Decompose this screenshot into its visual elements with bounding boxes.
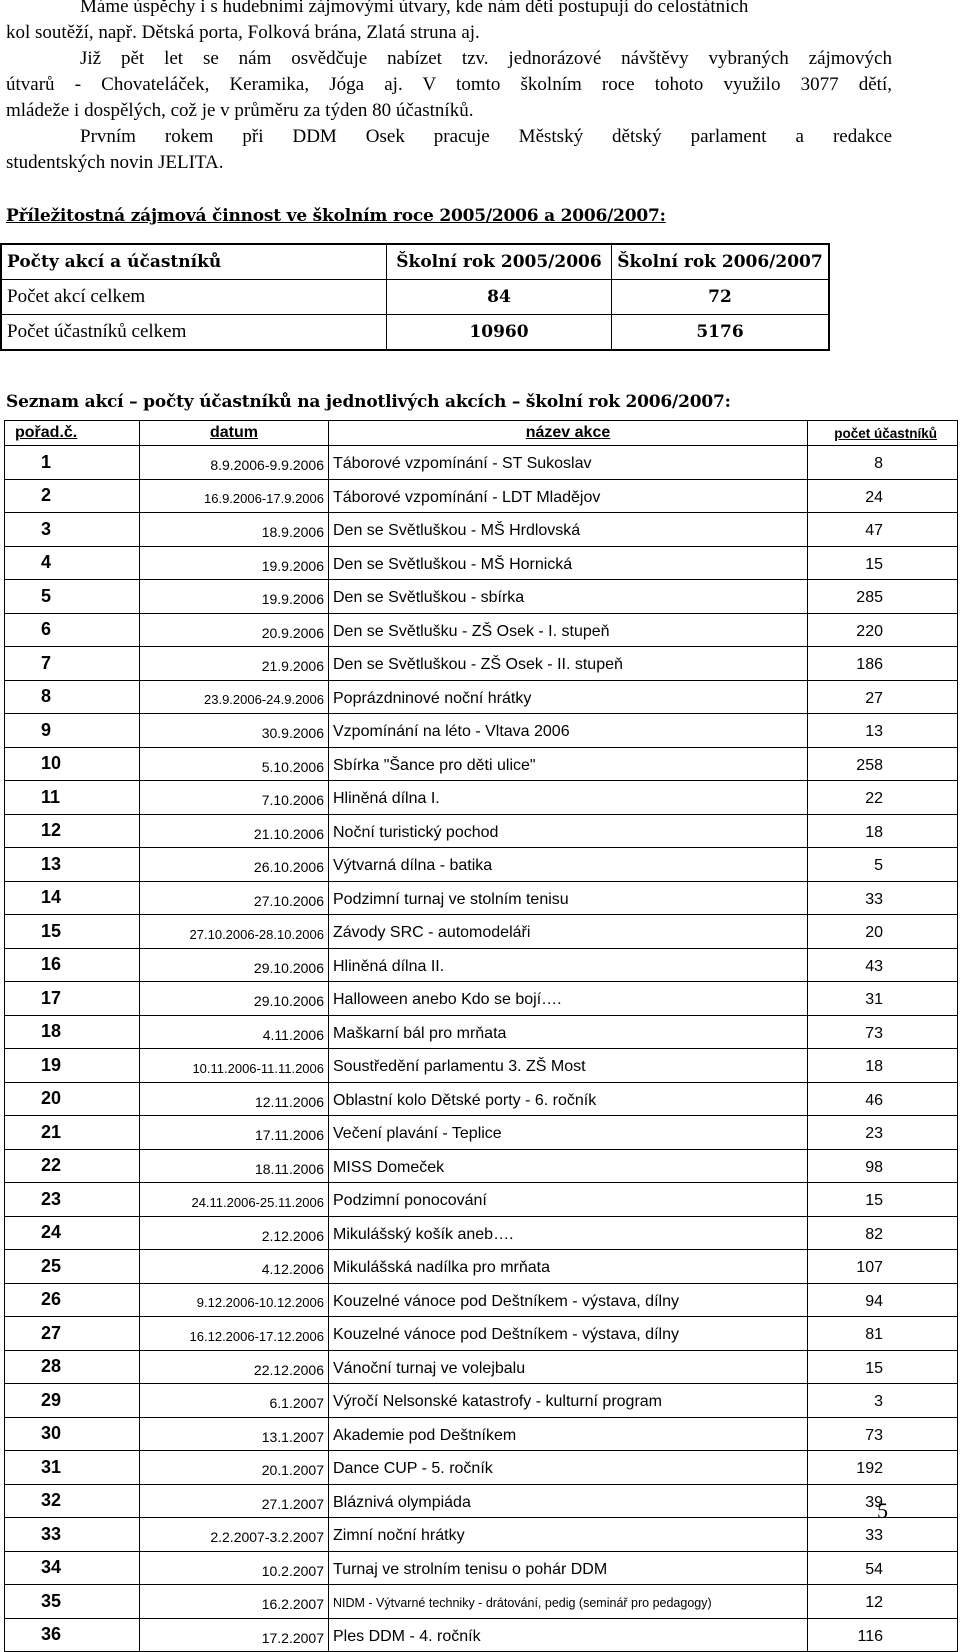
table-row: [5, 1283, 958, 1317]
event-name: Táborové vzpomínání - LDT Mladějov: [329, 479, 808, 513]
events-table: [4, 420, 958, 1652]
table-row: [5, 1116, 958, 1150]
table-row: [5, 446, 958, 480]
event-name: Den se Světluškou - MŠ Hrdlovská: [329, 513, 808, 547]
event-name: Vzpomínání na léto - Vltava 2006: [329, 714, 808, 748]
event-number: 10: [5, 747, 140, 781]
event-count: 15: [808, 546, 958, 580]
summary-header-row: [1, 244, 829, 280]
event-name: Zimní noční hrátky: [329, 1518, 808, 1552]
event-name: Mikulášská nadílka pro mrňata: [329, 1250, 808, 1284]
event-count: 33: [808, 881, 958, 915]
occasional-activity-heading: Příležitostná zájmová činnost ve školním roce 2005/2006 a 2006/2007:: [6, 206, 666, 226]
event-name: Sbírka "Šance pro děti ulice": [329, 747, 808, 781]
table-row: [5, 1317, 958, 1351]
event-number: 15: [5, 915, 140, 949]
table-row: [5, 814, 958, 848]
events-header-row: [5, 421, 958, 446]
event-date: 29.10.2006: [140, 982, 329, 1016]
event-number: 18: [5, 1015, 140, 1049]
event-count: 20: [808, 915, 958, 949]
event-count: 22: [808, 781, 958, 815]
event-number: 3: [5, 513, 140, 547]
event-date: 13.1.2007: [140, 1417, 329, 1451]
event-count: 94: [808, 1283, 958, 1317]
event-name: Soustředění parlamentu 3. ZŠ Most: [329, 1049, 808, 1083]
event-count: 18: [808, 1049, 958, 1083]
table-row: [5, 1250, 958, 1284]
event-date: 2.2.2007-3.2.2007: [140, 1518, 329, 1552]
event-number: 6: [5, 613, 140, 647]
page-number: 5: [877, 1498, 888, 1523]
table-row: [5, 613, 958, 647]
table-row: [5, 513, 958, 547]
event-number: 16: [5, 948, 140, 982]
event-name: Výročí Nelsonské katastrofy - kulturní program: [329, 1384, 808, 1418]
event-name: Maškarní bál pro mrňata: [329, 1015, 808, 1049]
event-count: 220: [808, 613, 958, 647]
events-header-date: datum: [140, 421, 329, 446]
table-row: [5, 1350, 958, 1384]
summary-row-year1: 84: [387, 280, 612, 315]
event-date: 29.10.2006: [140, 948, 329, 982]
event-count: 12: [808, 1585, 958, 1619]
events-header-no: pořad.č.: [5, 421, 140, 446]
event-date: 19.9.2006: [140, 546, 329, 580]
event-name: Kouzelné vánoce pod Deštníkem - výstava, dílny: [329, 1283, 808, 1317]
event-name: Táborové vzpomínání - ST Sukoslav: [329, 446, 808, 480]
table-row: [5, 1183, 958, 1217]
event-date: 8.9.2006-9.9.2006: [140, 446, 329, 480]
table-row: [5, 1618, 958, 1652]
event-number: 2: [5, 479, 140, 513]
event-count: 116: [808, 1618, 958, 1652]
event-date: 9.12.2006-10.12.2006: [140, 1283, 329, 1317]
intro-line: útvarů - Chovateláček, Keramika, Jóga aj. V tomto školním roce tohoto využilo 3077 dětí,: [6, 74, 892, 95]
event-date: 17.11.2006: [140, 1116, 329, 1150]
event-count: 54: [808, 1551, 958, 1585]
event-number: 34: [5, 1551, 140, 1585]
event-name: Den se Světluškou - MŠ Hornická: [329, 546, 808, 580]
event-count: 31: [808, 982, 958, 1016]
event-count: 24: [808, 479, 958, 513]
event-count: 82: [808, 1216, 958, 1250]
event-date: 20.1.2007: [140, 1451, 329, 1485]
event-number: 24: [5, 1216, 140, 1250]
event-count: 13: [808, 714, 958, 748]
event-date: 30.9.2006: [140, 714, 329, 748]
table-row: [5, 1384, 958, 1418]
event-date: 21.10.2006: [140, 814, 329, 848]
summary-row-label: Počet účastníků celkem: [1, 315, 387, 351]
table-row: [5, 1417, 958, 1451]
event-date: 16.12.2006-17.12.2006: [140, 1317, 329, 1351]
event-date: 4.11.2006: [140, 1015, 329, 1049]
event-number: 31: [5, 1451, 140, 1485]
event-date: 5.10.2006: [140, 747, 329, 781]
event-number: 30: [5, 1417, 140, 1451]
event-name: Podzimní ponocování: [329, 1183, 808, 1217]
event-date: 26.10.2006: [140, 848, 329, 882]
intro-paragraph: [6, 0, 892, 176]
event-count: 73: [808, 1015, 958, 1049]
event-number: 14: [5, 881, 140, 915]
event-count: 258: [808, 747, 958, 781]
event-number: 12: [5, 814, 140, 848]
event-number: 11: [5, 781, 140, 815]
intro-line: Prvním rokem při DDM Osek pracuje Městský dětský parlament a redakce: [80, 126, 892, 147]
event-list-heading: Seznam akcí – počty účastníků na jednotlivých akcích – školní rok 2006/2007:: [6, 392, 731, 412]
event-count: 3: [808, 1384, 958, 1418]
event-number: 25: [5, 1250, 140, 1284]
event-count: 192: [808, 1451, 958, 1485]
event-count: 46: [808, 1082, 958, 1116]
event-date: 4.12.2006: [140, 1250, 329, 1284]
event-number: 36: [5, 1618, 140, 1652]
event-number: 19: [5, 1049, 140, 1083]
event-count: 285: [808, 580, 958, 614]
table-row: [5, 714, 958, 748]
event-name: Ples DDM - 4. ročník: [329, 1618, 808, 1652]
table-row: [5, 1551, 958, 1585]
summary-row-label: Počet akcí celkem: [1, 280, 387, 315]
intro-line: Máme úspěchy i s hudebními zájmovými útvary, kde nám děti postupují do celostátních: [80, 0, 749, 17]
event-number: 7: [5, 647, 140, 681]
event-number: 33: [5, 1518, 140, 1552]
table-row: [5, 1082, 958, 1116]
event-date: 10.2.2007: [140, 1551, 329, 1585]
summary-row: [1, 280, 829, 315]
event-date: 16.9.2006-17.9.2006: [140, 479, 329, 513]
event-name: MISS Domeček: [329, 1149, 808, 1183]
table-row: [5, 1451, 958, 1485]
event-count: 43: [808, 948, 958, 982]
table-row: [5, 881, 958, 915]
event-count: 39: [808, 1484, 958, 1518]
event-number: 26: [5, 1283, 140, 1317]
event-name: Hliněná dílna II.: [329, 948, 808, 982]
event-date: 10.11.2006-11.11.2006: [140, 1049, 329, 1083]
event-count: 8: [808, 446, 958, 480]
event-number: 20: [5, 1082, 140, 1116]
table-row: [5, 915, 958, 949]
table-row: [5, 1518, 958, 1552]
event-count: 47: [808, 513, 958, 547]
event-date: 2.12.2006: [140, 1216, 329, 1250]
event-count: 18: [808, 814, 958, 848]
event-number: 29: [5, 1384, 140, 1418]
event-number: 1: [5, 446, 140, 480]
table-row: [5, 1015, 958, 1049]
intro-line: mládeže i dospělých, což je v průměru za týden 80 účastníků.: [6, 100, 474, 121]
summary-header-year2: Školní rok 2006/2007: [612, 244, 830, 280]
event-count: 5: [808, 848, 958, 882]
event-date: 17.2.2007: [140, 1618, 329, 1652]
event-number: 35: [5, 1585, 140, 1619]
event-name: Den se Světlušku - ZŠ Osek - I. stupeň: [329, 613, 808, 647]
event-name: Bláznivá olympiáda: [329, 1484, 808, 1518]
event-number: 4: [5, 546, 140, 580]
event-count: 186: [808, 647, 958, 681]
table-row: [5, 680, 958, 714]
event-name: Mikulášský košík aneb….: [329, 1216, 808, 1250]
event-date: 12.11.2006: [140, 1082, 329, 1116]
event-count: 107: [808, 1250, 958, 1284]
event-number: 22: [5, 1149, 140, 1183]
event-count: 15: [808, 1183, 958, 1217]
event-date: 27.10.2006-28.10.2006: [140, 915, 329, 949]
event-name: Poprázdninové noční hrátky: [329, 680, 808, 714]
event-name: Závody SRC - automodeláři: [329, 915, 808, 949]
table-row: [5, 848, 958, 882]
table-row: [5, 982, 958, 1016]
event-name: Výtvarná dílna - batika: [329, 848, 808, 882]
event-name: NIDM - Výtvarné techniky - drátování, pedig (seminář pro pedagogy): [329, 1585, 808, 1619]
event-number: 9: [5, 714, 140, 748]
event-name: Dance CUP - 5. ročník: [329, 1451, 808, 1485]
table-row: [5, 948, 958, 982]
event-date: 19.9.2006: [140, 580, 329, 614]
event-number: 8: [5, 680, 140, 714]
table-row: [5, 1585, 958, 1619]
event-date: 27.1.2007: [140, 1484, 329, 1518]
summary-row-year2: 5176: [612, 315, 830, 351]
summary-header-label: Počty akcí a účastníků: [1, 244, 387, 280]
intro-line: Již pět let se nám osvědčuje nabízet tzv. jednorázové návštěvy vybraných zájmových: [80, 48, 892, 69]
event-date: 27.10.2006: [140, 881, 329, 915]
summary-row-year1: 10960: [387, 315, 612, 351]
intro-line: kol soutěží, např. Dětská porta, Folková brána, Zlatá struna aj.: [6, 22, 480, 43]
event-count: 15: [808, 1350, 958, 1384]
event-count: 23: [808, 1116, 958, 1150]
event-date: 18.11.2006: [140, 1149, 329, 1183]
summary-row: [1, 315, 829, 351]
event-count: 27: [808, 680, 958, 714]
event-number: 28: [5, 1350, 140, 1384]
event-number: 21: [5, 1116, 140, 1150]
event-name: Den se Světluškou - ZŠ Osek - II. stupeň: [329, 647, 808, 681]
event-name: Hliněná dílna I.: [329, 781, 808, 815]
event-number: 17: [5, 982, 140, 1016]
event-name: Noční turistický pochod: [329, 814, 808, 848]
event-count: 73: [808, 1417, 958, 1451]
summary-row-year2: 72: [612, 280, 830, 315]
intro-line: studentských novin JELITA.: [6, 152, 224, 173]
events-header-count: počet účastníků: [808, 421, 958, 446]
event-number: 13: [5, 848, 140, 882]
events-header-name: název akce: [329, 421, 808, 446]
event-date: 24.11.2006-25.11.2006: [140, 1183, 329, 1217]
summary-table: [0, 243, 830, 351]
event-name: Večení plavání - Teplice: [329, 1116, 808, 1150]
event-name: Akademie pod Deštníkem: [329, 1417, 808, 1451]
event-date: 6.1.2007: [140, 1384, 329, 1418]
event-count: 33: [808, 1518, 958, 1552]
event-number: 32: [5, 1484, 140, 1518]
event-count: 81: [808, 1317, 958, 1351]
table-row: [5, 580, 958, 614]
event-name: Den se Světluškou - sbírka: [329, 580, 808, 614]
event-number: 5: [5, 580, 140, 614]
event-name: Kouzelné vánoce pod Deštníkem - výstava, dílny: [329, 1317, 808, 1351]
event-date: 7.10.2006: [140, 781, 329, 815]
table-row: [5, 747, 958, 781]
event-number: 23: [5, 1183, 140, 1217]
event-date: 21.9.2006: [140, 647, 329, 681]
table-row: [5, 1149, 958, 1183]
table-row: [5, 1484, 958, 1518]
event-date: 22.12.2006: [140, 1350, 329, 1384]
event-name: Oblastní kolo Dětské porty - 6. ročník: [329, 1082, 808, 1116]
event-name: Turnaj ve strolním tenisu o pohár DDM: [329, 1551, 808, 1585]
table-row: [5, 546, 958, 580]
table-row: [5, 479, 958, 513]
event-name: Halloween anebo Kdo se bojí….: [329, 982, 808, 1016]
table-row: [5, 781, 958, 815]
table-row: [5, 1216, 958, 1250]
event-date: 16.2.2007: [140, 1585, 329, 1619]
event-date: 18.9.2006: [140, 513, 329, 547]
summary-header-year1: Školní rok 2005/2006: [387, 244, 612, 280]
event-count: 98: [808, 1149, 958, 1183]
event-date: 23.9.2006-24.9.2006: [140, 680, 329, 714]
event-name: Podzimní turnaj ve stolním tenisu: [329, 881, 808, 915]
event-name: Vánoční turnaj ve volejbalu: [329, 1350, 808, 1384]
event-date: 20.9.2006: [140, 613, 329, 647]
event-number: 27: [5, 1317, 140, 1351]
table-row: [5, 647, 958, 681]
table-row: [5, 1049, 958, 1083]
